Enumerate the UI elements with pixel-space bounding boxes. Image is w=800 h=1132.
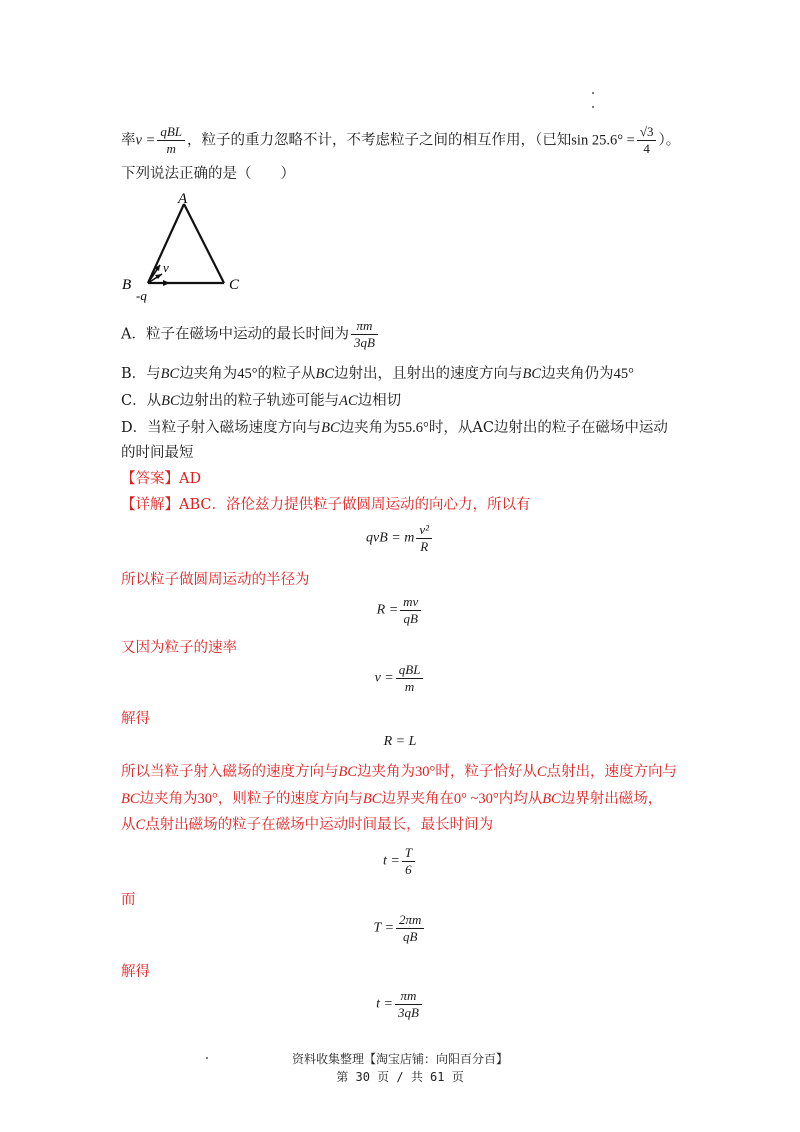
- option-a: A．粒子在磁场中运动的最长时间为 $\frac{\pi m}{3qB}$: [121, 318, 380, 351]
- label-a: A: [178, 191, 188, 207]
- label-q: -q: [136, 288, 147, 303]
- equation-1: qvB = m $\frac{\text{v²}}{R}$: [0, 522, 800, 555]
- label-c: C: [229, 277, 240, 293]
- solution-line-1: 所以粒子做圆周运动的半径为: [121, 572, 310, 588]
- option-b: B．与BC边夹角为45°的粒子从BC边射出，且射出的速度方向与BC边夹角仍为45°: [121, 366, 634, 382]
- equation-4: R = L: [383, 734, 417, 749]
- footer-source: 资料收集整理【淘宝店铺：向阳百分百】: [291, 1052, 508, 1066]
- fraction: $\frac{\text{qBL}}{m}$: [396, 662, 424, 695]
- triangle-figure: [118, 188, 258, 303]
- equation-6: T = $\frac{2\pi m}{qB}$: [0, 912, 800, 945]
- solution-line-3: 解得: [121, 711, 150, 727]
- solution-line-8: 解得: [121, 964, 150, 980]
- intro-line: 率v = $\frac{\text{qBL}}{m}$ ，粒子的重力忽略不计，不考虑粒子之间的相互作用，（已知sin 25.6° = $\frac{√3}{4}$ ）。: [121, 124, 681, 156]
- fraction: $\frac{T}{6}$: [402, 845, 415, 878]
- edge-ac: [184, 204, 224, 283]
- fraction: $\frac{2\pi m}{qB}$: [396, 912, 424, 945]
- option-d-cont: 的时间最短: [121, 445, 194, 461]
- solution-line-4: 所以当粒子射入磁场的速度方向与BC边夹角为30°时，粒子恰好从C点射出，速度方向与: [121, 764, 678, 780]
- equation-5: t = $\frac{T}{6}$: [0, 845, 800, 878]
- option-c: C．从BC边射出的粒子轨迹可能与AC边相切: [121, 393, 402, 409]
- equation-2: R = $\frac{mv}{qB}$: [0, 594, 800, 627]
- fraction: $\frac{√3}{4}$: [637, 124, 657, 157]
- option-d: D．当粒子射入磁场速度方向与BC边夹角为55.6°时，从AC边射出的粒子在磁场中运动: [121, 420, 668, 436]
- solution-line-7: 而: [121, 892, 136, 908]
- detail-line: 【详解】ABC．洛伦兹力提供粒子做圆周运动的向心力，所以有: [121, 497, 531, 513]
- fraction: $\frac{\text{qBL}}{m}$: [157, 124, 185, 157]
- footer-page-number: 第 30 页 / 共 61 页: [336, 1070, 464, 1084]
- fraction: $\frac{\pi m}{3qB}$: [395, 988, 422, 1021]
- solution-line-2: 又因为粒子的速率: [121, 640, 237, 656]
- answer-label: 【答案】AD: [121, 471, 202, 487]
- equation-3: v = $\frac{\text{qBL}}{m}$: [0, 662, 800, 695]
- arrow-head-icon: [163, 280, 170, 286]
- solution-line-6: 从C点射出磁场的粒子在磁场中运动时间最长，最长时间为: [121, 817, 494, 833]
- solution-line-5: BC边夹角为30°，则粒子的速度方向与BC边界夹角在0° ~30°内均从BC边界射出磁场，: [121, 791, 663, 807]
- scan-dot: [592, 106, 594, 108]
- label-v: v: [163, 260, 169, 275]
- scan-dot: [592, 92, 594, 94]
- label-b: B: [122, 277, 132, 293]
- fraction: $\frac{\text{v²}}{R}$: [416, 522, 432, 555]
- question-text: 下列说法正确的是（ ）: [121, 166, 295, 182]
- fraction: $\frac{\pi m}{3qB}$: [351, 318, 378, 351]
- fraction: $\frac{mv}{qB}$: [400, 594, 421, 627]
- equation-7: t = $\frac{\pi m}{3qB}$: [0, 988, 800, 1021]
